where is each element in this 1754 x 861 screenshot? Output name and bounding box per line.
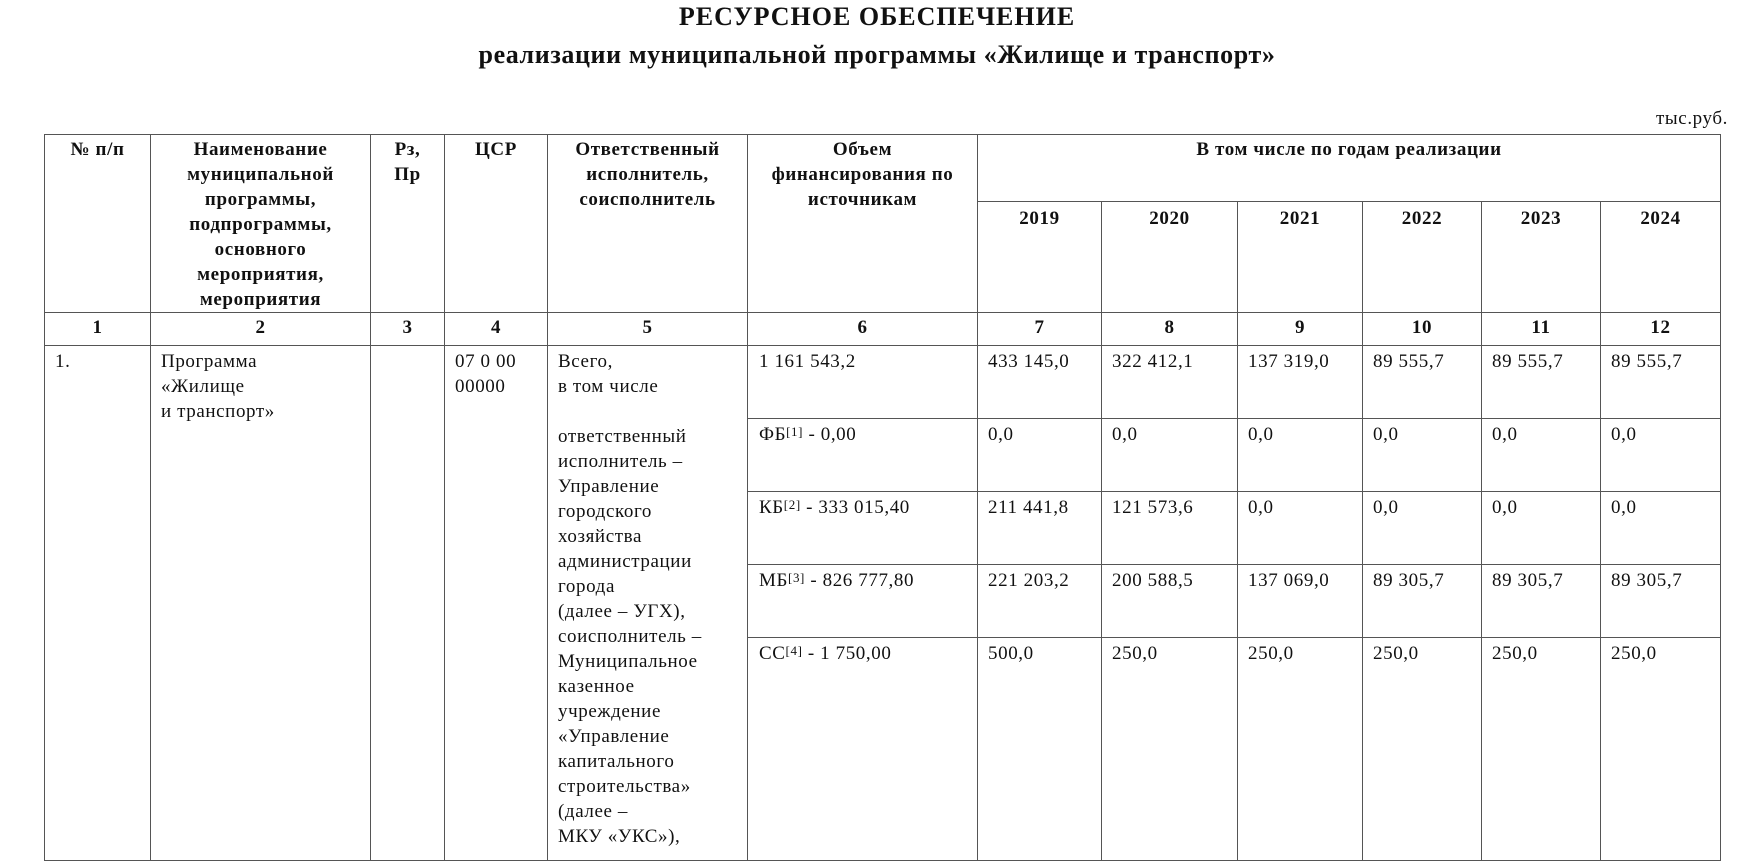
responsible-line: учреждение (558, 701, 661, 722)
year-value: 89 305,7 (1601, 565, 1721, 638)
footnote-ref[interactable]: [2] (783, 497, 801, 512)
csr-cell (445, 346, 548, 861)
col-header-year: 2020 (1102, 202, 1238, 313)
source-value: - 0,00 (803, 424, 857, 445)
year-value: 0,0 (1601, 492, 1721, 565)
year-value: 250,0 (1102, 638, 1238, 861)
column-number: 3 (371, 313, 445, 346)
program-name-line: и транспорт» (161, 401, 275, 422)
responsible-line: города (558, 576, 615, 597)
column-number: 1 (45, 313, 151, 346)
column-number: 2 (151, 313, 371, 346)
responsible-line: (далее – УГХ), (558, 601, 686, 622)
year-value: 0,0 (1482, 492, 1601, 565)
source-label: ФБ (759, 424, 787, 445)
year-value: 0,0 (1363, 492, 1482, 565)
year-value: 89 555,7 (1363, 346, 1482, 419)
col-header-num: № п/п (45, 135, 151, 313)
footnote-ref[interactable]: [4] (785, 643, 803, 658)
source-label: МБ (759, 570, 789, 591)
source-value: 1 161 543,2 (759, 351, 856, 372)
responsible-line: Муниципальное (558, 651, 698, 672)
year-value: 200 588,5 (1102, 565, 1238, 638)
year-value: 89 555,7 (1601, 346, 1721, 419)
col-header-year: 2019 (978, 202, 1102, 313)
column-number: 11 (1482, 313, 1601, 346)
spacer (558, 399, 739, 424)
source-label: СС (759, 643, 786, 664)
source-total (748, 346, 978, 419)
year-value: 0,0 (1238, 492, 1363, 565)
year-value: 0,0 (1482, 419, 1601, 492)
year-value: 433 145,0 (978, 346, 1102, 419)
responsible-line: «Управление (558, 726, 670, 747)
year-value: 89 555,7 (1482, 346, 1601, 419)
source-value: - 826 777,80 (804, 570, 915, 591)
column-number: 9 (1238, 313, 1363, 346)
footnote-ref[interactable]: [3] (788, 570, 805, 585)
year-value: 0,0 (1363, 419, 1482, 492)
col-header-year: 2022 (1363, 202, 1482, 313)
responsible-total-line: в том числе (558, 376, 659, 397)
year-value: 211 441,8 (978, 492, 1102, 565)
responsible-line: Управление (558, 476, 660, 497)
col-header-year: 2024 (1601, 202, 1721, 313)
year-value: 0,0 (1601, 419, 1721, 492)
source-ss (748, 638, 978, 861)
responsible-line: администрации (558, 551, 692, 572)
document-title: РЕСУРСНОЕ ОБЕСПЕЧЕНИЕ (678, 2, 1076, 31)
col-header-responsible: Ответственный исполнитель, соисполнитель (548, 135, 748, 313)
year-value: 500,0 (978, 638, 1102, 861)
column-number: 8 (1102, 313, 1238, 346)
col-header-name: Наименование муниципальной программы, подпрограммы, основного мероприятия, мероприятия (151, 135, 371, 313)
source-label: КБ (759, 497, 784, 518)
responsible-line: соисполнитель – (558, 626, 702, 647)
column-number: 12 (1601, 313, 1721, 346)
year-value: 121 573,6 (1102, 492, 1238, 565)
program-name (151, 346, 371, 861)
year-value: 0,0 (978, 419, 1102, 492)
source-mb (748, 565, 978, 638)
col-header-years-group: В том числе по годам реализации (978, 135, 1721, 202)
responsible-line: ответственный (558, 426, 687, 447)
source-kb (748, 492, 978, 565)
col-header-year: 2023 (1482, 202, 1601, 313)
source-value: - 333 015,40 (800, 497, 910, 518)
year-value: 0,0 (1238, 419, 1363, 492)
responsible-total-line: Всего, (558, 351, 613, 372)
rz-cell (371, 346, 445, 861)
column-number: 6 (748, 313, 978, 346)
units-label: тыс.руб. (1656, 108, 1728, 129)
year-value: 0,0 (1102, 419, 1238, 492)
source-fb (748, 419, 978, 492)
row-number: 1. (45, 346, 151, 861)
resource-table (44, 134, 1721, 861)
year-value: 322 412,1 (1102, 346, 1238, 419)
year-value: 250,0 (1238, 638, 1363, 861)
source-value: - 1 750,00 (802, 643, 892, 664)
program-name-line: «Жилище (161, 376, 245, 397)
program-name-line: Программа (161, 351, 258, 372)
responsible-line: исполнитель – (558, 451, 683, 472)
col-header-year: 2021 (1238, 202, 1363, 313)
responsible-line: строительства» (558, 776, 691, 797)
column-number: 7 (978, 313, 1102, 346)
column-number: 5 (548, 313, 748, 346)
col-header-rz: Рз, Пр (371, 135, 445, 313)
year-value: 137 319,0 (1238, 346, 1363, 419)
responsible-line: МКУ «УКС»), (558, 826, 681, 847)
column-number: 4 (445, 313, 548, 346)
year-value: 137 069,0 (1238, 565, 1363, 638)
responsible-line: (далее – (558, 801, 628, 822)
year-value: 221 203,2 (978, 565, 1102, 638)
col-header-csr: ЦСР (445, 135, 548, 313)
responsible-line: хозяйства (558, 526, 642, 547)
responsible-line: городского (558, 501, 652, 522)
col-header-volume: Объем финансирования по источникам (748, 135, 978, 313)
year-value: 250,0 (1363, 638, 1482, 861)
year-value: 250,0 (1482, 638, 1601, 861)
document-subtitle: реализации муниципальной программы «Жилище и транспорт» (478, 40, 1276, 69)
csr-line: 00000 (455, 376, 506, 397)
responsible-line: казенное (558, 676, 635, 697)
year-value: 89 305,7 (1482, 565, 1601, 638)
column-number: 10 (1363, 313, 1482, 346)
footnote-ref[interactable]: [1] (786, 424, 804, 439)
year-value: 89 305,7 (1363, 565, 1482, 638)
csr-line: 07 0 00 (455, 351, 517, 372)
year-value: 250,0 (1601, 638, 1721, 861)
responsible-line: капитального (558, 751, 675, 772)
responsible-cell (548, 346, 748, 861)
